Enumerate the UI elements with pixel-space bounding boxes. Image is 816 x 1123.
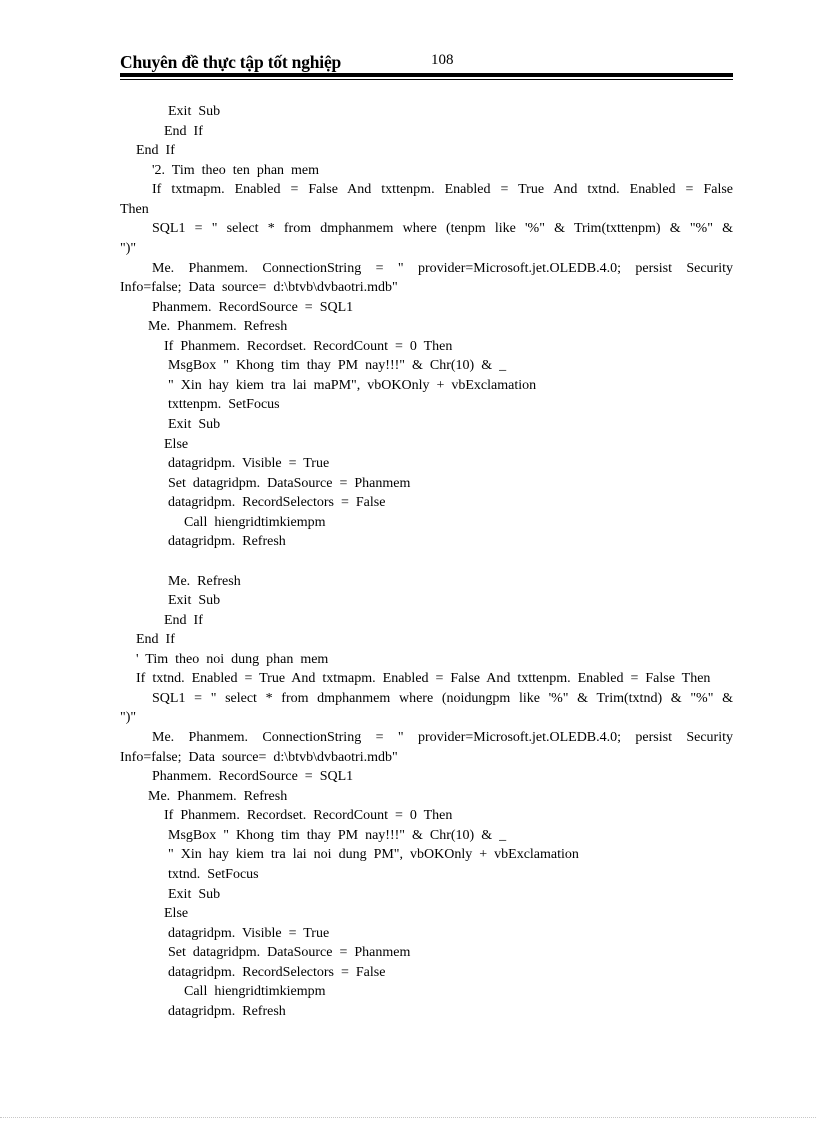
header-rule-thick <box>120 73 733 77</box>
code-line: If Phanmem. Recordset. RecordCount = 0 Then <box>164 338 453 354</box>
code-line: Info=false; Data source= d:\btvb\dvbaotri.mdb" <box>120 280 398 296</box>
code-line: txttenpm. SetFocus <box>168 397 280 413</box>
code-line: Info=false; Data source= d:\btvb\dvbaotri.mdb" <box>120 749 398 765</box>
code-line: ")" <box>120 240 137 256</box>
code-line: If txtnd. Enabled = True And txtmapm. Enabled = False And txttenpm. Enabled = False Then <box>136 671 711 687</box>
code-line: datagridpm. Visible = True <box>168 456 330 472</box>
code-line: Set datagridpm. DataSource = Phanmem <box>168 945 411 961</box>
header-rule-thin <box>120 79 733 80</box>
code-line: datagridpm. RecordSelectors = False <box>168 964 386 980</box>
code-line: Call hiengridtimkiempm <box>184 984 326 1000</box>
code-line: Then <box>120 201 149 217</box>
code-line: datagridpm. RecordSelectors = False <box>168 495 386 511</box>
code-line: datagridpm. Visible = True <box>168 925 330 941</box>
code-line: Call hiengridtimkiempm <box>184 514 326 530</box>
code-line: '2. Tim theo ten phan mem <box>152 162 320 178</box>
code-line: End If <box>136 632 175 648</box>
code-line: datagridpm. Refresh <box>168 534 286 550</box>
code-line: Me. Phanmem. ConnectionString = " provider=Microsoft.jet.OLEDB.4.0; persist Security <box>152 730 733 745</box>
code-line: Exit Sub <box>168 886 221 902</box>
code-line: Phanmem. RecordSource = SQL1 <box>152 299 354 315</box>
code-listing <box>120 102 740 1021</box>
code-line: txtnd. SetFocus <box>168 866 259 882</box>
code-line: Phanmem. RecordSource = SQL1 <box>152 769 354 785</box>
footer-dotted-line <box>0 1117 816 1118</box>
code-line: If Phanmem. Recordset. RecordCount = 0 Then <box>164 808 453 824</box>
code-line: " Xin hay kiem tra lai noi dung PM", vbOKOnly + vbExclamation <box>168 847 579 863</box>
code-line: SQL1 = " select * from dmphanmem where (noidungpm like '%" & Trim(txtnd) & "%" & <box>152 690 733 706</box>
code-line: ' Tim theo noi dung phan mem <box>136 651 329 667</box>
code-line: MsgBox " Khong tim thay PM nay!!!" & Chr(10) & _ <box>168 827 507 843</box>
code-line: Else <box>164 906 189 922</box>
code-line: Set datagridpm. DataSource = Phanmem <box>168 475 411 491</box>
code-line: End If <box>164 612 203 628</box>
document-title: Chuyên đề thực tập tốt nghiệp <box>120 52 342 72</box>
page-header <box>120 52 733 82</box>
code-line: Me. Phanmem. ConnectionString = " provider=Microsoft.jet.OLEDB.4.0; persist Security <box>152 260 733 276</box>
code-line: " Xin hay kiem tra lai maPM", vbOKOnly + vbExclamation <box>168 377 537 393</box>
page-number: 108 <box>431 52 454 68</box>
code-line: Me. Phanmem. Refresh <box>148 788 288 804</box>
code-line: If txtmapm. Enabled = False And txttenpm. Enabled = True And txtnd. Enabled = False <box>152 182 733 198</box>
code-line: Exit Sub <box>168 417 221 432</box>
code-line: SQL1 = " select * from dmphanmem where (tenpm like '%" & Trim(txttenpm) & "%" & <box>152 221 733 237</box>
code-line: datagridpm. Refresh <box>168 1003 286 1019</box>
code-line: Exit Sub <box>168 104 221 119</box>
code-line: Else <box>164 436 189 452</box>
code-line: Me. Refresh <box>168 573 241 589</box>
code-line <box>120 552 740 572</box>
code-line: End If <box>164 123 203 139</box>
code-line: Me. Phanmem. Refresh <box>148 319 288 335</box>
code-line: ")" <box>120 710 137 726</box>
code-line: End If <box>136 143 175 159</box>
code-line: MsgBox " Khong tim thay PM nay!!!" & Chr(10) & _ <box>168 358 507 374</box>
code-line: Exit Sub <box>168 593 221 609</box>
